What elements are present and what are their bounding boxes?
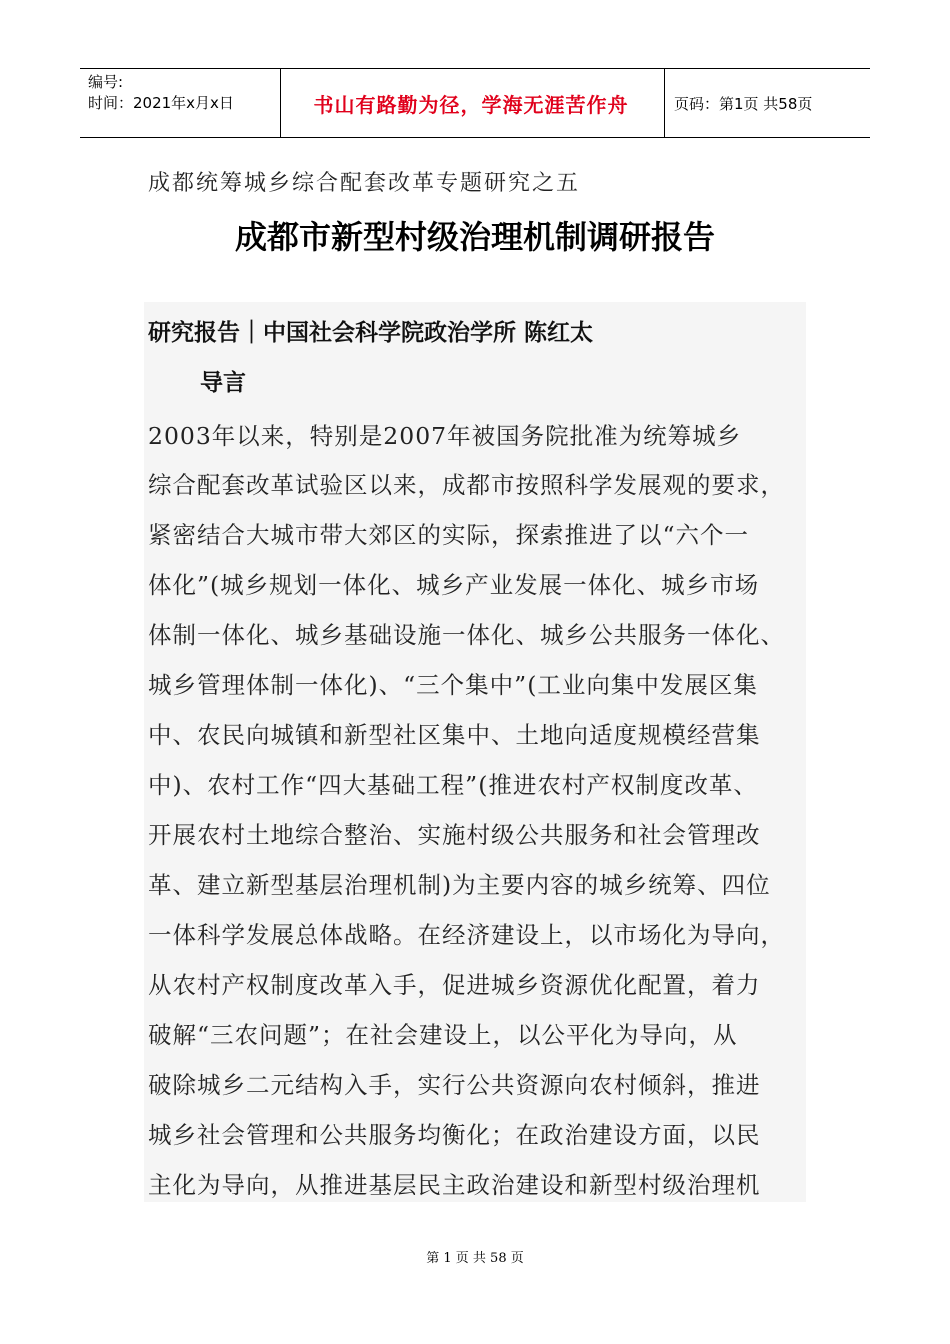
document-subtitle: 成都统筹城乡综合配套改革专题研究之五 (148, 171, 581, 196)
paragraph-line: 城乡管理体制一体化)、“三个集中”(工业向集中发展区集 (148, 671, 758, 699)
paragraph-line: 破解“三农问题”；在社会建设上，以公平化为导向，从 (148, 1021, 738, 1049)
paragraph-line: 城乡社会管理和公共服务均衡化；在政治建设方面，以民 (148, 1121, 761, 1149)
page-footer: 第 1 页 共 58 页 (426, 1251, 524, 1266)
paragraph-line: 一体科学发展总体战略。在经济建设上，以市场化为导向， (148, 921, 785, 949)
header-motto: 书山有路勤为径，学海无涯苦作舟 (313, 92, 629, 117)
serial-number-label: 编号: (88, 73, 124, 91)
paragraph-line: 从农村产权制度改革入手，促进城乡资源优化配置，着力 (148, 971, 761, 999)
paragraph-line: 破除城乡二元结构入手，实行公共资源向农村倾斜，推进 (148, 1071, 761, 1099)
paragraph-line: 体制一体化、城乡基础设施一体化、城乡公共服务一体化、 (148, 621, 785, 649)
paragraph-line: 体化”(城乡规划一体化、城乡产业发展一体化、城乡市场 (148, 571, 760, 599)
paragraph-line: 中)、农村工作“四大基础工程”(推进农村产权制度改革、 (148, 771, 758, 799)
paragraph-line: 综合配套改革试验区以来，成都市按照科学发展观的要求， (148, 471, 785, 499)
paragraph-line: 革、建立新型基层治理机制)为主要内容的城乡统筹、四位 (148, 871, 771, 899)
date-label: 时间：2021年x月x日 (88, 94, 234, 112)
header-page-info: 页码：第1页 共58页 (674, 94, 813, 113)
paragraph-line: 紧密结合大城市带大郊区的实际，探索推进了以“六个一 (148, 521, 750, 549)
paragraph-line: 开展农村土地综合整治、实施村级公共服务和社会管理改 (148, 821, 761, 849)
paragraph-line: 2003年以来，特别是2007年被国务院批准为统筹城乡 (148, 422, 742, 450)
author-line: 研究报告｜中国社会科学院政治学所 陈红太 (148, 320, 594, 346)
document-title: 成都市新型村级治理机制调研报告 (234, 218, 715, 256)
paragraph-line: 主化为导向，从推进基层民主政治建设和新型村级治理机 (148, 1171, 761, 1199)
section-heading: 导言 (200, 370, 246, 396)
paragraph-line: 中、农民向城镇和新型社区集中、土地向适度规模经营集 (148, 721, 761, 749)
page-header (80, 68, 870, 138)
header-meta (88, 72, 278, 114)
header-divider (664, 69, 665, 137)
